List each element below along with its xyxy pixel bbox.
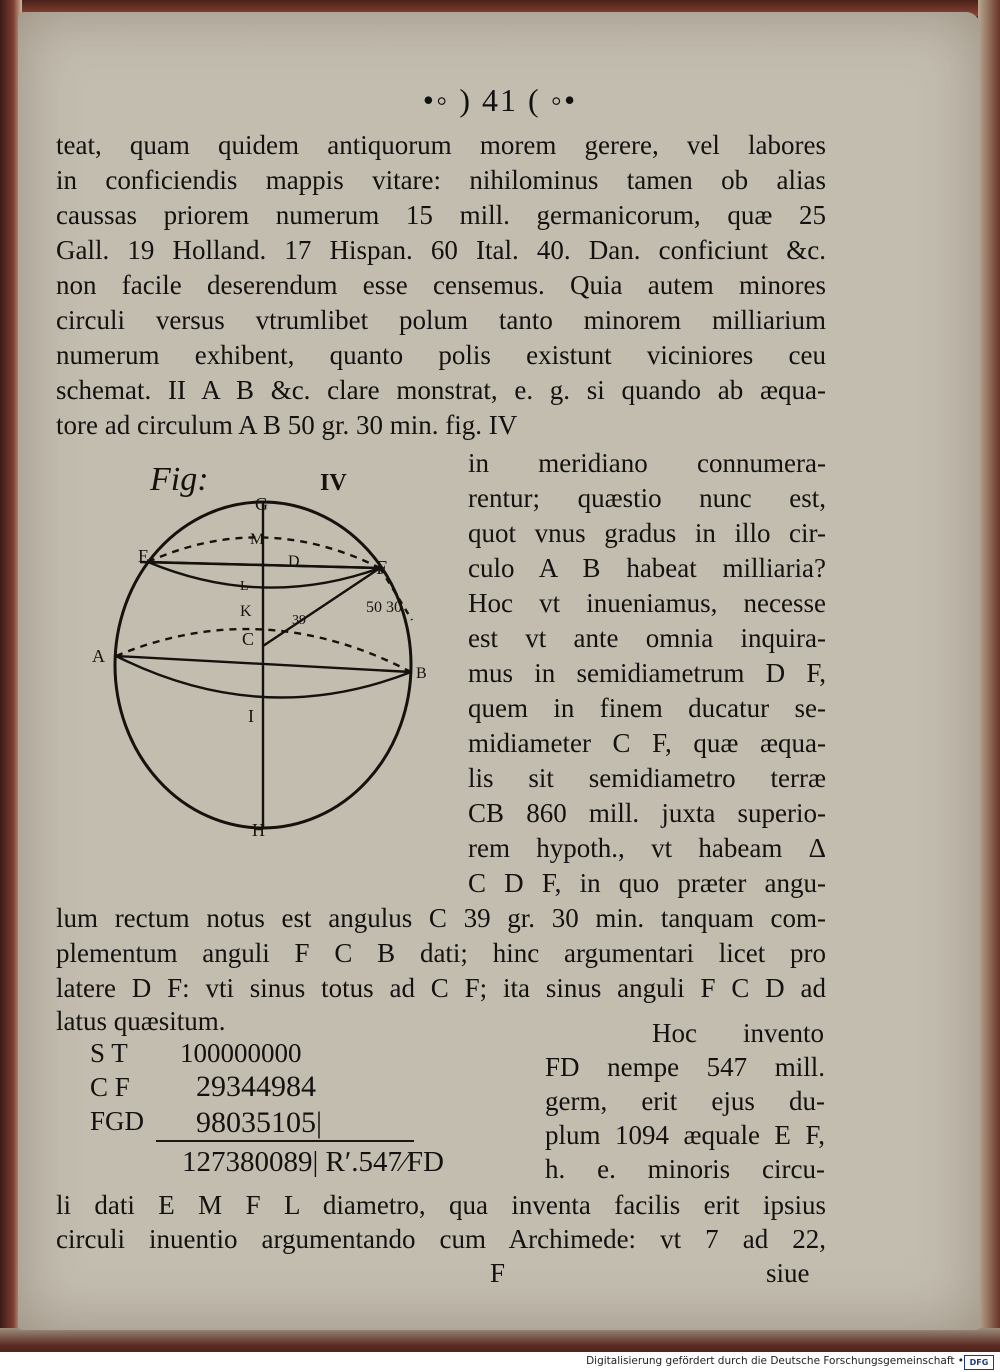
calc-label: FGD: [90, 1106, 145, 1136]
figure-number: IV: [320, 470, 347, 496]
text-line-right: in meridiano connumera-: [468, 448, 826, 478]
text-line: latus quæsitum.: [56, 1006, 226, 1036]
text-line: non facile deserendum esse censemus. Quia autem minores: [56, 270, 826, 300]
text-line-right: plum 1094 æquale E F,: [545, 1120, 825, 1150]
text-line: in conficiendis mappis vitare: nihilominus tamen ob alias: [56, 165, 826, 195]
label-A: A: [92, 646, 105, 666]
text-line-right: quot vnus gradus in illo cir-: [468, 518, 826, 548]
dfg-logo: DFG: [964, 1355, 994, 1370]
label-I: I: [248, 706, 254, 726]
text-line: caussas priorem numerum 15 mill. germanicorum, quæ 25: [56, 200, 826, 230]
calc-value: 98035105|: [196, 1106, 323, 1139]
label-L: L: [240, 579, 249, 594]
calc-label: C F: [90, 1072, 130, 1102]
text-line-right: Hoc vt inueniamus, necesse: [468, 588, 826, 618]
figure-caption: Fig:: [150, 461, 209, 498]
text-line-right: mus in semidiametrum D F,: [468, 658, 826, 688]
text-line: li dati E M F L diametro, qua inventa facilis erit ipsius: [56, 1190, 826, 1220]
label-K: K: [240, 603, 252, 620]
label-D: D: [288, 553, 300, 570]
text-line-right: CB 860 mill. juxta superio-: [468, 798, 826, 828]
calc-value: 100000000: [180, 1038, 302, 1068]
label-angle: 39: [292, 613, 306, 628]
label-G: G: [255, 494, 268, 514]
text-line: plementum anguli F C B dati; hinc argumentari licet pro: [56, 938, 826, 968]
text-line-right: lis sit semidiametro terræ: [468, 763, 826, 793]
label-arc: 50 30: [366, 599, 402, 616]
text-line-right: midiameter C F, quæ æqua-: [468, 728, 826, 758]
text-line-right: C D F, in quo præter angu-: [468, 868, 826, 898]
label-B: B: [416, 665, 427, 682]
text-line-right: est vt ante omnia inquira-: [468, 623, 826, 653]
footer-bar: [0, 1352, 1000, 1372]
text-line-right: FD nempe 547 mill.: [545, 1052, 825, 1082]
text-line-right: germ, erit ejus du-: [545, 1086, 825, 1116]
label-F: F: [376, 557, 388, 579]
text-line: tore ad circulum A B 50 gr. 30 min. fig. IV: [56, 410, 518, 440]
text-line-right: h. e. minoris circu-: [545, 1154, 825, 1184]
book-edge-right: [978, 0, 1000, 1372]
calc-label: S T: [90, 1038, 128, 1068]
signature-mark: F: [490, 1258, 506, 1288]
text-line: circuli versus vtrumlibet polum tanto minorem milliarium: [56, 305, 826, 335]
text-line: Gall. 19 Holland. 17 Hispan. 60 Ital. 40. Dan. conficiunt &c.: [56, 235, 826, 265]
calc-rule: [156, 1140, 414, 1142]
label-H: H: [252, 820, 265, 840]
text-line: latere D F: vti sinus totus ad C F; ita sinus anguli F C D ad: [56, 973, 826, 1003]
label-E: E: [138, 546, 149, 566]
page-header: •◦ ) 41 ( ◦•: [422, 82, 578, 118]
sphere-diagram: [80, 440, 450, 850]
text-line: numerum exhibent, quanto polis existunt viciniores ceu: [56, 340, 826, 370]
label-C: C: [242, 629, 255, 649]
text-line-right: rem hypoth., vt habeam Δ: [468, 833, 826, 863]
catchword: siue: [766, 1258, 810, 1288]
text-line-right: Hoc invento: [652, 1018, 824, 1048]
text-line-right: culo A B habeat milliaria?: [468, 553, 826, 583]
label-M: M: [250, 531, 265, 548]
text-line: teat, quam quidem antiquorum morem gerere, vel labores: [56, 130, 826, 160]
footer-text: Digitalisierung gefördert durch die Deutsche Forschungsgemeinschaft •: [586, 1355, 964, 1367]
text-line-right: rentur; quæstio nunc est,: [468, 483, 826, 513]
calc-result: 127380089| Rʹ.547⁄FD: [182, 1146, 444, 1178]
text-line: circuli inuentio argumentando cum Archimede: vt 7 ad 22,: [56, 1224, 826, 1254]
text-line-right: quem in finem ducatur se-: [468, 693, 826, 723]
text-line: lum rectum notus est angulus C 39 gr. 30 min. tanquam com-: [56, 903, 826, 933]
text-line: schemat. II A B &c. clare monstrat, e. g. si quando ab æqua-: [56, 375, 826, 405]
calc-value: 29344984: [196, 1070, 316, 1103]
